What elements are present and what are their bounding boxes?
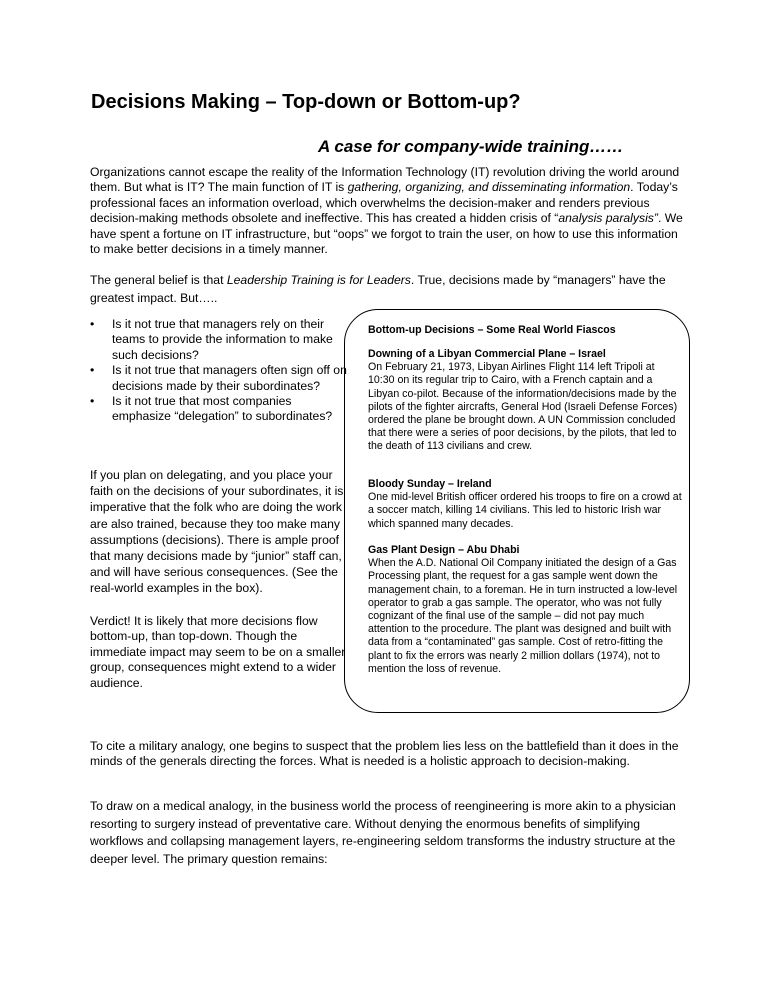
case-bloody-sunday [368, 478, 682, 531]
belief-paragraph [90, 272, 686, 307]
list-item-text: Is it not true that managers rely on their teams to provide the information to make such decisions? [112, 317, 333, 362]
intro-italic-2: analysis paralysis” [558, 211, 658, 226]
box-heading: Bottom-up Decisions – Some Real World Fiascos [368, 324, 616, 336]
intro-paragraph [90, 165, 686, 257]
verdict-paragraph: Verdict! It is likely that more decisions flow bottom-up, than top-down. Though the immediate impact may seem to be on a smaller group, consequences might extend to a wider audience. [90, 614, 346, 690]
list-item [90, 394, 348, 425]
bullet-icon: • [90, 394, 95, 409]
intro-italic-1: gathering, organizing, and disseminating information [347, 180, 631, 195]
page-title: Decisions Making – Top-down or Bottom-up? [91, 91, 521, 113]
belief-text-2: . True, decisions made by “managers” have the greatest impact. But….. [90, 273, 666, 305]
case-libyan-plane [368, 348, 682, 454]
case-gas-plant [368, 544, 682, 676]
intro-text-3: . We have spent a fortune on IT infrastructure, but “oops” we forgot to train the user, on how to use this information to make better decisions in a timely manner. [90, 211, 683, 257]
question-list [90, 317, 348, 425]
list-item [90, 363, 348, 394]
page-subtitle: A case for company-wide training…… [318, 137, 624, 156]
case-text: When the A.D. National Oil Company initiated the design of a Gas Processing plant, the request for a gas sample went down the management chain, to a foreman. He in turn instructed a low-level operator to grab a gas sample. The operator, who was not fully cognizant of the final use of the sample – did not pay much attention to the procedure. The plant was designed and built with data from a “contaminated” gas sample. Cost of retro-fitting the plant to fix the errors was nearly 2 million dollars (1974), not to mention the loss of revenue. [368, 557, 678, 675]
belief-italic: Leadership Training is for Leaders [226, 273, 411, 287]
intro-text-2: . Today’s professional faces an information overload, which overwhelms the decision-maker and renders previous decision-making methods obsolete and ineffective. This has created a hidden crisis of “ [90, 180, 678, 226]
case-text: One mid-level British officer ordered his troops to fire on a crowd at a soccer match, killing 14 civilians. This led to historic Irish war which spanned many decades. [368, 491, 682, 530]
list-item-text: Is it not true that managers often sign off on decisions made by their subordinates? [112, 363, 347, 393]
bullet-icon: • [90, 363, 95, 378]
belief-text-1: The general belief is that [90, 273, 227, 287]
case-title: Downing of a Libyan Commercial Plane – Israel [368, 348, 606, 360]
bullet-icon: • [90, 317, 95, 331]
intro-text-1: Organizations cannot escape the reality of the Information Technology (IT) revolution driving the world around them. But what is IT? The main function of IT is [90, 165, 680, 195]
case-text: On February 21, 1973, Libyan Airlines Flight 114 left Tripoli at 10:30 on its regular trip to Cairo, with a French captain and a Libyan co-pilot. Because of the information/decisions made by the pilots of the fighter aircrafts, General Hod (Israeli Defense Forces) ordered the plane be brought down. A UN Commission concluded that there were a series of poor decisions, by the pilots, that led to the death of 113 civilians and crew. [368, 361, 678, 453]
military-paragraph: To cite a military analogy, one begins to suspect that the problem lies less on the battlefield than it does in the minds of the generals directing the forces. What is needed is a holistic approach to decision-making. [90, 739, 679, 769]
medical-paragraph: To draw on a medical analogy, in the business world the process of reengineering is more akin to a physician resorting to surgery instead of preventative care. Without denying the enormous benefits of simplifying workflows and collapsing management layers, re-engineering seldom transforms the industry structure at the deeper level. The primary question remains: [90, 799, 676, 866]
case-title: Bloody Sunday – Ireland [368, 478, 492, 490]
list-item-text: Is it not true that most companies emphasize “delegation” to subordinates? [112, 394, 333, 424]
list-item [90, 317, 348, 363]
delegating-paragraph: If you plan on delegating, and you place your faith on the decisions of your subordinates, it is imperative that the folk who are doing the work are also trained, because they too make many assumptions (decisions). There is ample proof that many decisions made by “junior” staff can, and will have serious consequences. (See the real-world examples in the box). [90, 468, 344, 596]
case-title: Gas Plant Design – Abu Dhabi [368, 544, 520, 556]
